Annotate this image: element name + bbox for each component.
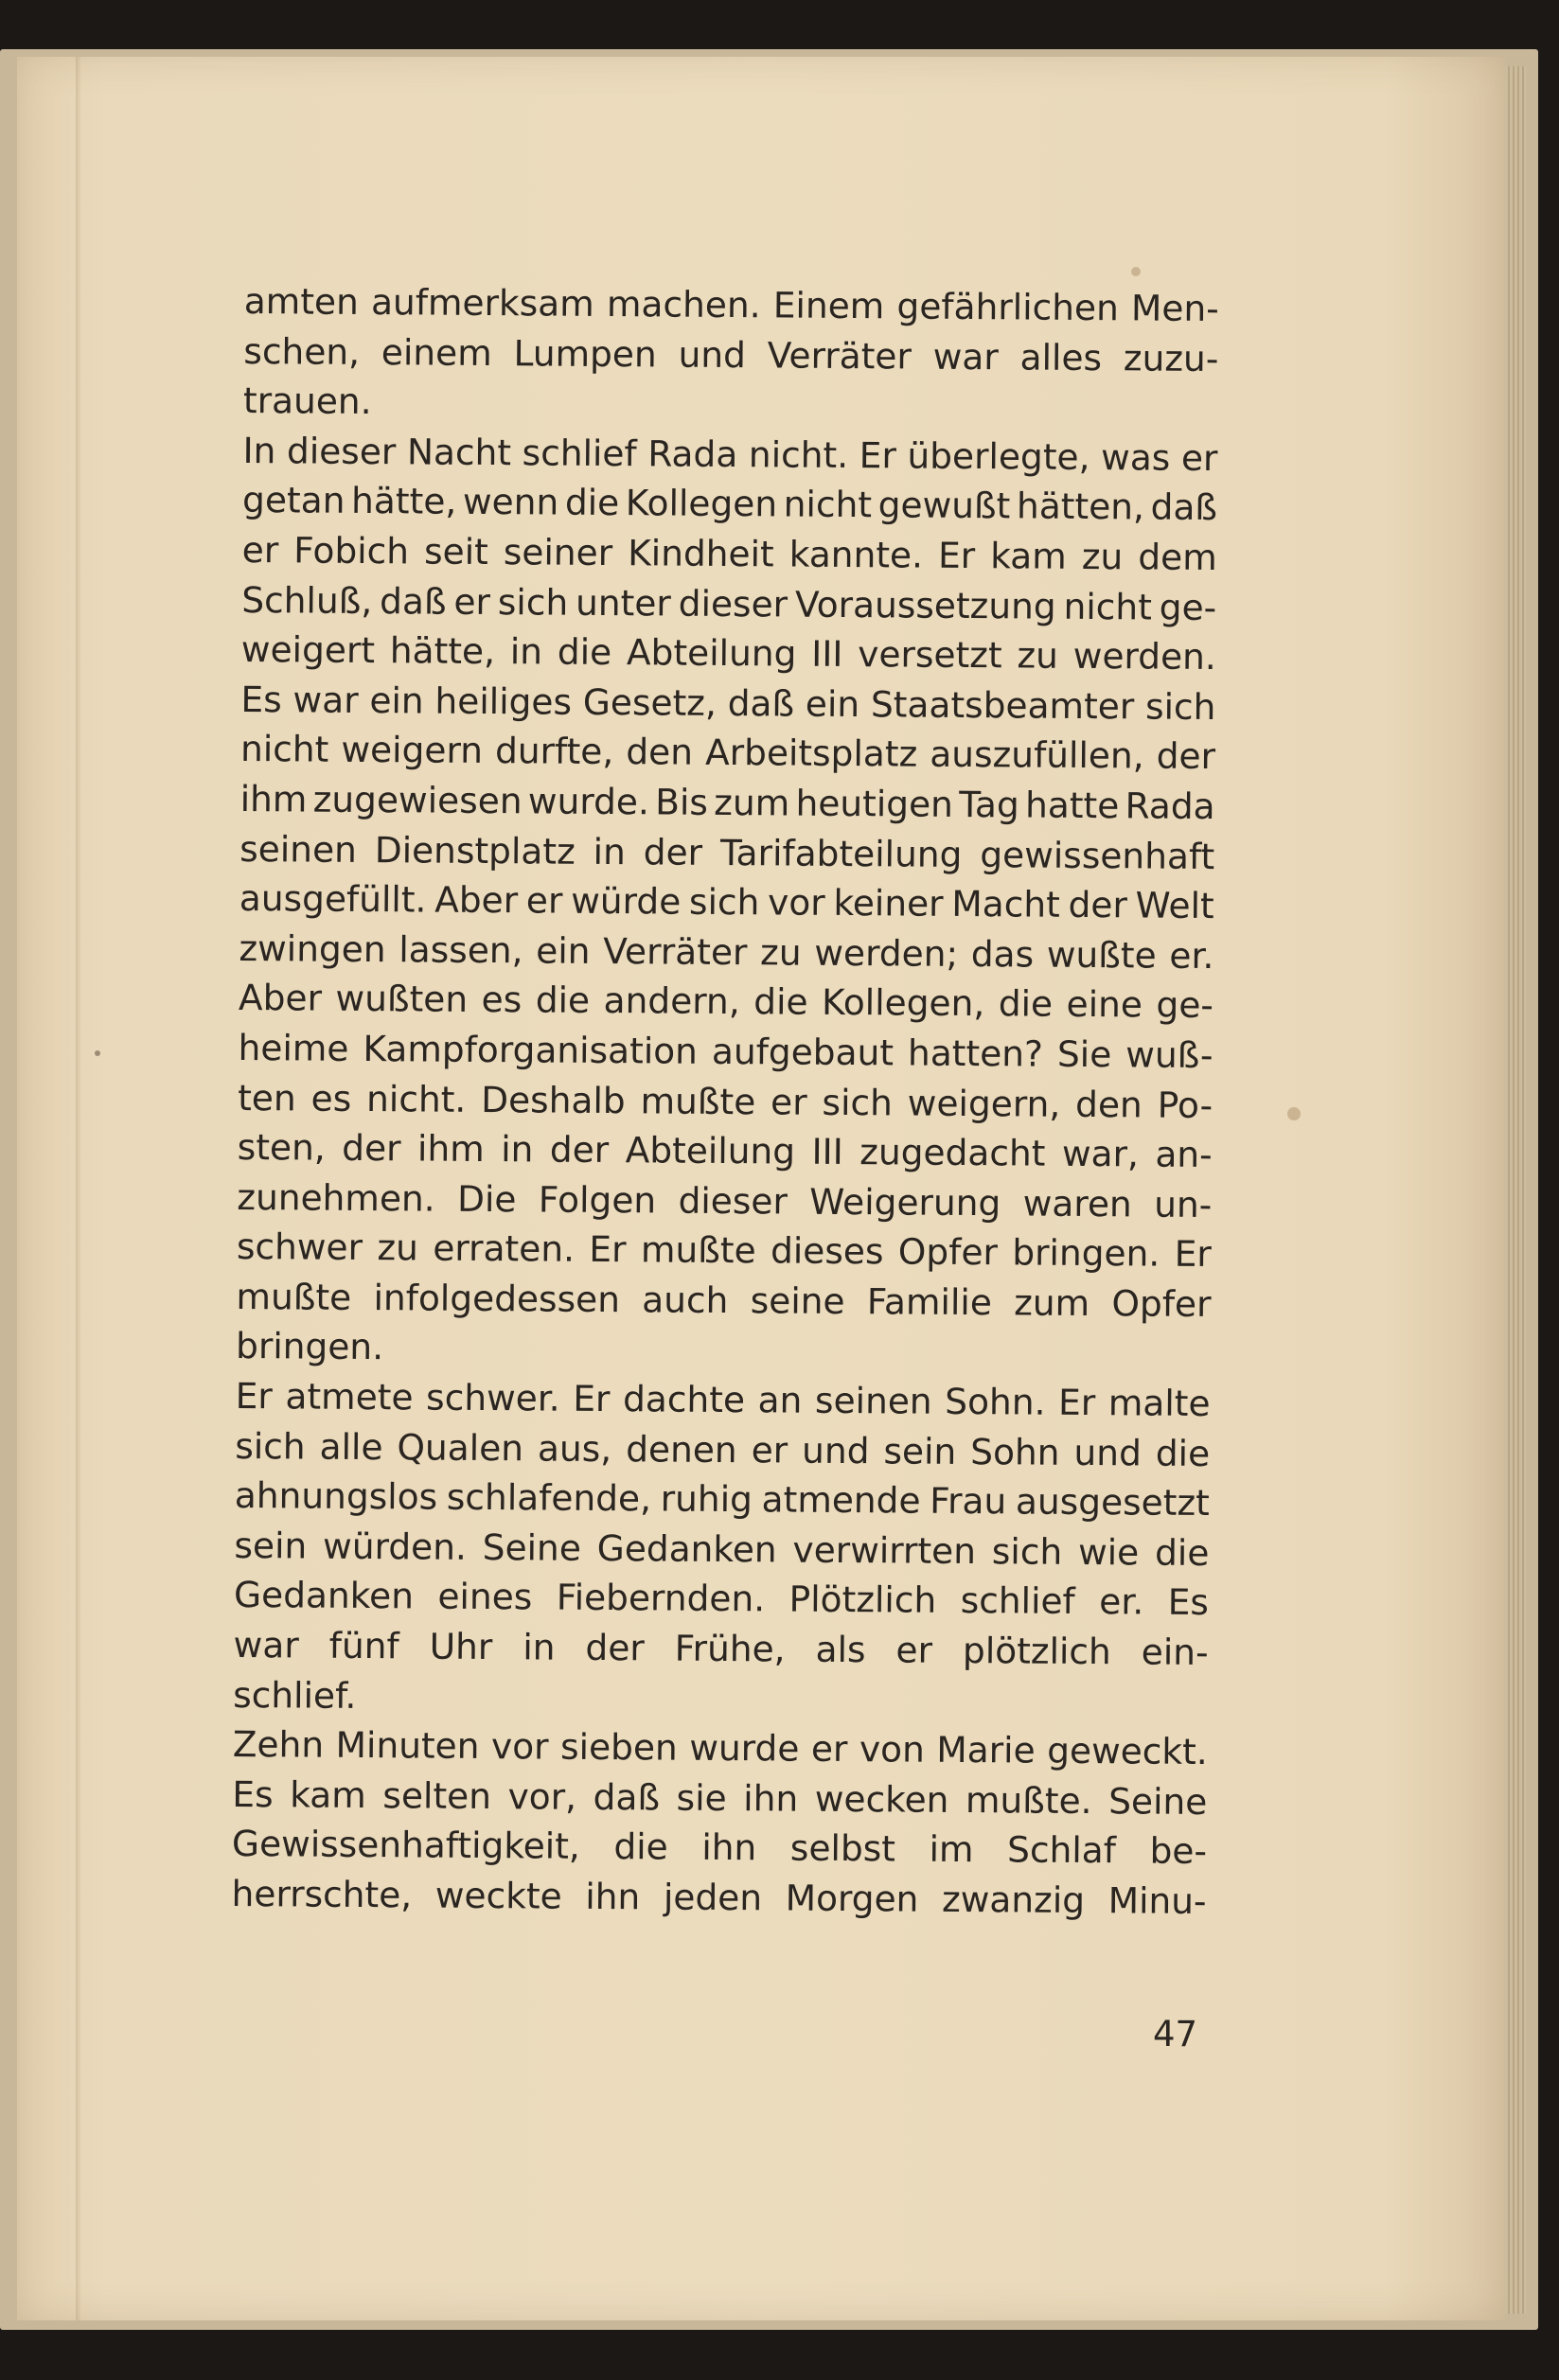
word: er [810, 1727, 848, 1771]
word: zwanzig [941, 1878, 1086, 1922]
word: durfte, [494, 730, 614, 773]
word: alles [1019, 336, 1103, 379]
word: es [310, 1077, 352, 1119]
word: malte [1107, 1382, 1211, 1425]
text-line [235, 1421, 1210, 1479]
word: zuzu- [1123, 336, 1219, 379]
word: wuß- [1125, 1033, 1214, 1076]
word: Er [1057, 1381, 1096, 1424]
word: die [557, 630, 612, 674]
word: ruhig [660, 1477, 753, 1521]
word: kam [990, 535, 1067, 577]
text-line [239, 873, 1214, 931]
text-line [244, 276, 1219, 334]
word: ihn [701, 1826, 757, 1869]
word: schwer [236, 1225, 363, 1269]
word: war, [1061, 1132, 1140, 1175]
word: ein [369, 679, 424, 722]
text-line [234, 1521, 1209, 1578]
word: geweckt. [1046, 1729, 1208, 1773]
word: daß [379, 579, 447, 623]
word: Er [589, 1228, 627, 1271]
word: alle [319, 1425, 383, 1468]
word: Macht [951, 883, 1060, 926]
text-line [237, 1172, 1212, 1230]
word: keiner [833, 882, 944, 925]
word: einem [381, 330, 492, 374]
word: waren [1022, 1182, 1132, 1225]
word: ihm [239, 777, 308, 820]
word: und [1073, 1431, 1143, 1474]
word: Einem [772, 284, 885, 327]
word: ge- [1159, 586, 1217, 628]
word: wenn [462, 481, 559, 523]
word: Fiebernden. [556, 1577, 766, 1620]
word: die [613, 1825, 668, 1868]
word: ihm [416, 1127, 485, 1171]
word: heutigen [795, 782, 954, 825]
word: der [1068, 883, 1128, 926]
word: gewußt [877, 484, 1011, 527]
word: was [1100, 435, 1171, 479]
word: lassen, [399, 928, 523, 972]
word: Rada [647, 432, 738, 475]
word: im [929, 1828, 974, 1871]
word: sein [234, 1524, 308, 1567]
word: den [1074, 1083, 1143, 1125]
gutter-fold [76, 57, 81, 2320]
word: Es [240, 678, 282, 721]
word: sieben [559, 1725, 678, 1769]
word: Seine [482, 1525, 582, 1569]
word: der [549, 1128, 610, 1172]
word: ihn [585, 1875, 641, 1918]
word: ein [536, 929, 591, 972]
text-line [240, 724, 1215, 782]
word: Schluß, [241, 578, 373, 622]
word: Abteilung [625, 1129, 796, 1172]
word: nicht [1063, 585, 1153, 628]
word: versetzt [858, 633, 1002, 677]
word: seiner [503, 531, 613, 574]
word: Bis [655, 781, 709, 823]
word: von [859, 1728, 926, 1771]
word: sich [497, 580, 569, 624]
text-line [238, 1023, 1213, 1081]
word: auszufüllen, [930, 733, 1144, 777]
text-line [240, 675, 1215, 732]
word: sie [676, 1776, 727, 1819]
word: verwirrten [792, 1528, 977, 1572]
word: an [757, 1379, 803, 1421]
word: es [481, 978, 523, 1021]
word: selten [382, 1774, 492, 1817]
word: zu [759, 931, 802, 974]
word: dieses [770, 1229, 884, 1273]
page-number: 47 [1153, 2014, 1198, 2054]
word: Gesetz, [582, 680, 717, 724]
text-line [233, 1719, 1208, 1777]
word: seine [750, 1279, 845, 1322]
word: wecken [814, 1777, 949, 1821]
word: er. [1099, 1580, 1144, 1623]
word: selbst [789, 1826, 896, 1870]
word: als [815, 1628, 866, 1671]
word: er [770, 1080, 807, 1123]
word: den [626, 731, 694, 774]
word: aufmerksam [370, 281, 594, 325]
word: schen, [243, 329, 361, 373]
text-line [238, 1072, 1213, 1130]
word: die [535, 978, 591, 1022]
paper-speck [1287, 1107, 1301, 1120]
word: ge- [1156, 983, 1214, 1027]
word: sein [883, 1430, 957, 1472]
word: die [1155, 1432, 1211, 1474]
word: Welt [1135, 884, 1214, 927]
word: Verräter [767, 333, 912, 378]
text-line [239, 924, 1214, 981]
word: zugedacht [859, 1131, 1046, 1174]
word: in [523, 1626, 556, 1668]
word: daß [1150, 485, 1218, 529]
word: atmende [761, 1478, 921, 1522]
text-line [231, 1869, 1206, 1927]
word: dieser [678, 1179, 788, 1223]
word: Opfer [1111, 1282, 1212, 1325]
word: nicht. [365, 1077, 467, 1120]
word: daß [727, 681, 795, 725]
text-line [237, 1222, 1212, 1279]
word: machen. [606, 283, 761, 326]
word: hätte, [350, 480, 457, 523]
word: überlegte, [907, 434, 1090, 478]
word: getan [241, 479, 345, 522]
word: Verräter [603, 929, 748, 973]
word: weigern, [907, 1082, 1061, 1125]
word: Dienstplatz [374, 828, 576, 873]
word: gefährlichen [896, 285, 1120, 329]
word: mußte. [965, 1778, 1092, 1822]
word: vor [767, 881, 825, 924]
text-line: schlief. [233, 1673, 357, 1717]
word: werden; [814, 931, 959, 975]
word: un- [1154, 1183, 1213, 1225]
word: mußte [640, 1228, 756, 1272]
word: denen [626, 1427, 737, 1471]
word: Zehn [232, 1723, 325, 1766]
word: zunehmen. [237, 1175, 435, 1220]
word: er [751, 1428, 788, 1472]
word: weckte [434, 1874, 562, 1917]
word: er [895, 1629, 933, 1671]
word: Sohn [970, 1430, 1060, 1473]
word: Die [456, 1177, 517, 1220]
word: schlief [960, 1579, 1075, 1623]
text-line [233, 1620, 1208, 1678]
word: zwingen [239, 926, 386, 970]
text-line [235, 1371, 1210, 1429]
word: wie [1077, 1530, 1140, 1574]
word: Er [859, 433, 897, 477]
word: zum [714, 781, 790, 824]
word: war [292, 679, 359, 721]
word: Familie [866, 1280, 993, 1324]
word: das [970, 932, 1035, 976]
word: nicht [783, 483, 873, 526]
word: Kampforganisation [363, 1027, 699, 1072]
text-line [238, 1122, 1213, 1180]
word: eines [437, 1576, 533, 1618]
text-line [241, 625, 1216, 682]
text-line [242, 525, 1217, 583]
word: Es [1167, 1581, 1210, 1624]
word: war [233, 1623, 299, 1666]
word: Weigerung [809, 1180, 1001, 1224]
word: heime [238, 1026, 349, 1069]
word: III [811, 632, 843, 676]
word: herrschte, [231, 1872, 413, 1916]
word: In [242, 429, 276, 472]
word: dem [1138, 536, 1217, 579]
paper-speck [95, 1050, 100, 1056]
word: in [593, 830, 627, 873]
word: dachte [622, 1378, 746, 1421]
word: seinen [239, 827, 358, 871]
word: Lumpen [513, 331, 657, 376]
word: zu [1081, 535, 1124, 578]
word: ausgesetzt [1015, 1480, 1210, 1525]
word: be- [1149, 1829, 1208, 1873]
word: weigern [341, 729, 484, 772]
word: Kollegen [625, 482, 778, 525]
word: Er [235, 1375, 274, 1418]
word: hatte [1024, 784, 1120, 827]
word: Gewissenhaftigkeit, [231, 1823, 580, 1868]
text-line [234, 1570, 1209, 1628]
word: Po- [1157, 1084, 1214, 1126]
word: und [801, 1429, 870, 1472]
word: nicht. [748, 432, 849, 476]
word: Plötzlich [788, 1578, 937, 1622]
word: der [342, 1126, 401, 1170]
word: Abteilung [626, 631, 797, 675]
word: in [509, 630, 543, 673]
text-line [232, 1770, 1207, 1827]
word: Voraussetzung [794, 583, 1056, 627]
word: ahnungslos [234, 1474, 438, 1518]
word: dieser [678, 582, 788, 626]
word: werden. [1072, 635, 1216, 679]
word: mußte [640, 1079, 756, 1122]
word: er [241, 528, 279, 572]
word: sich [991, 1530, 1063, 1573]
word: amten [243, 279, 360, 323]
word: Kollegen, [821, 981, 985, 1025]
text-line [239, 774, 1214, 832]
word: zum [1014, 1281, 1090, 1324]
text-line: trauen. [242, 379, 372, 423]
word: eine [1066, 983, 1143, 1026]
word: infolgedessen [373, 1276, 621, 1321]
word: andern, [603, 979, 740, 1023]
word: Men- [1130, 287, 1219, 330]
word: Arbeitsplatz [704, 732, 918, 775]
word: atmete [285, 1375, 414, 1419]
word: bringen. [1012, 1231, 1160, 1275]
word: Uhr [429, 1625, 493, 1668]
word: mußte [236, 1275, 352, 1318]
paper-speck [1131, 267, 1141, 276]
word: heiliges [434, 679, 573, 723]
word: der [585, 1626, 645, 1669]
word: würde [570, 879, 682, 923]
word: Aber [434, 878, 519, 922]
word: zugewiesen [312, 778, 523, 822]
text-line [242, 475, 1217, 533]
word: Tag [959, 783, 1019, 826]
word: sich [688, 880, 760, 924]
word: Aber [238, 977, 323, 1019]
word: hätten, [1016, 485, 1145, 528]
word: wußte [1046, 933, 1157, 977]
word: Rada [1125, 785, 1215, 828]
word: aufgebaut [711, 1030, 895, 1074]
word: weigert [240, 628, 376, 672]
word: zu [1017, 634, 1059, 677]
word: erraten. [433, 1226, 576, 1271]
word: auch [642, 1278, 729, 1321]
word: III [811, 1130, 843, 1173]
word: Morgen [785, 1877, 919, 1920]
text-line [239, 824, 1214, 882]
word: hatten? [907, 1031, 1044, 1075]
word: ausgefüllt. [239, 877, 427, 921]
word: hätte, [389, 629, 496, 673]
word: seit [423, 530, 488, 573]
word: der [643, 830, 703, 873]
text-line [232, 1819, 1207, 1877]
text-line [241, 575, 1216, 633]
word: Qualen [397, 1425, 524, 1470]
text-line [239, 973, 1214, 1031]
word: Marie [936, 1729, 1036, 1772]
word: wurde [689, 1726, 800, 1770]
word: Minuten [335, 1724, 480, 1768]
word: ihn [743, 1777, 799, 1820]
word: in [501, 1128, 534, 1171]
word: ten [238, 1076, 296, 1119]
word: kam [290, 1773, 366, 1816]
word: der [1156, 734, 1216, 778]
word: nicht [239, 728, 329, 771]
word: schlief [522, 432, 637, 475]
word: seinen [814, 1379, 932, 1422]
word: wurde. [527, 780, 650, 823]
word: Deshalb [481, 1078, 626, 1121]
word: Folgen [538, 1178, 657, 1222]
word: Er [937, 534, 976, 577]
word: schlafende, [446, 1475, 652, 1520]
word: sich [822, 1081, 894, 1123]
word: er [453, 580, 491, 623]
word: ein [805, 682, 860, 725]
word: jeden [663, 1876, 763, 1919]
word: Seine [1108, 1780, 1208, 1823]
word: er [525, 879, 563, 922]
word: Opfer [897, 1230, 999, 1274]
word: vor, [507, 1775, 577, 1818]
word: Kindheit [627, 532, 774, 575]
text-line [242, 426, 1217, 484]
word: würden. [322, 1525, 468, 1568]
word: die [564, 482, 620, 524]
word: Tarifabteilung [719, 831, 963, 875]
word: Schlaf [1006, 1828, 1117, 1872]
word: er [1180, 436, 1218, 479]
word: Frühe, [674, 1627, 786, 1670]
word: sich [1144, 685, 1216, 728]
word: die [753, 980, 808, 1024]
word: Sohn. [945, 1380, 1046, 1423]
word: fünf [328, 1624, 399, 1667]
word: kannte. [788, 533, 924, 576]
word: Fobich [293, 529, 410, 573]
word: Frau [930, 1479, 1007, 1523]
word: vor [490, 1725, 549, 1768]
word: Er [1174, 1233, 1212, 1276]
word: er. [1169, 934, 1214, 977]
word: Gedanken [233, 1574, 415, 1617]
word: ein- [1141, 1631, 1209, 1674]
word: plötzlich [962, 1630, 1111, 1673]
word: wußten [335, 978, 469, 1021]
word: Sie [1056, 1032, 1112, 1076]
word: sten, [237, 1126, 326, 1169]
word: an- [1155, 1133, 1213, 1176]
word: Nacht [406, 431, 512, 474]
word: dieser [286, 430, 397, 473]
word: Staatsbeamter [870, 682, 1135, 728]
word: Gedanken [596, 1526, 777, 1571]
word: die [998, 982, 1054, 1026]
word: war [932, 335, 999, 378]
word: sich [235, 1424, 306, 1468]
word: daß [593, 1775, 661, 1819]
word: unter [575, 581, 672, 625]
text-line [236, 1272, 1211, 1330]
word: Minu- [1107, 1879, 1207, 1923]
text-line [243, 326, 1218, 384]
text-line [235, 1471, 1210, 1528]
word: Es [232, 1772, 274, 1816]
body-text [231, 276, 1219, 1927]
word: aus, [537, 1427, 612, 1470]
word: schwer. [425, 1376, 560, 1419]
word: Er [573, 1377, 611, 1420]
word: die [1154, 1531, 1210, 1574]
word: zu [377, 1226, 419, 1269]
word: und [678, 333, 747, 376]
text-line: bringen. [235, 1325, 384, 1368]
word: gewissenhaft [980, 833, 1215, 877]
